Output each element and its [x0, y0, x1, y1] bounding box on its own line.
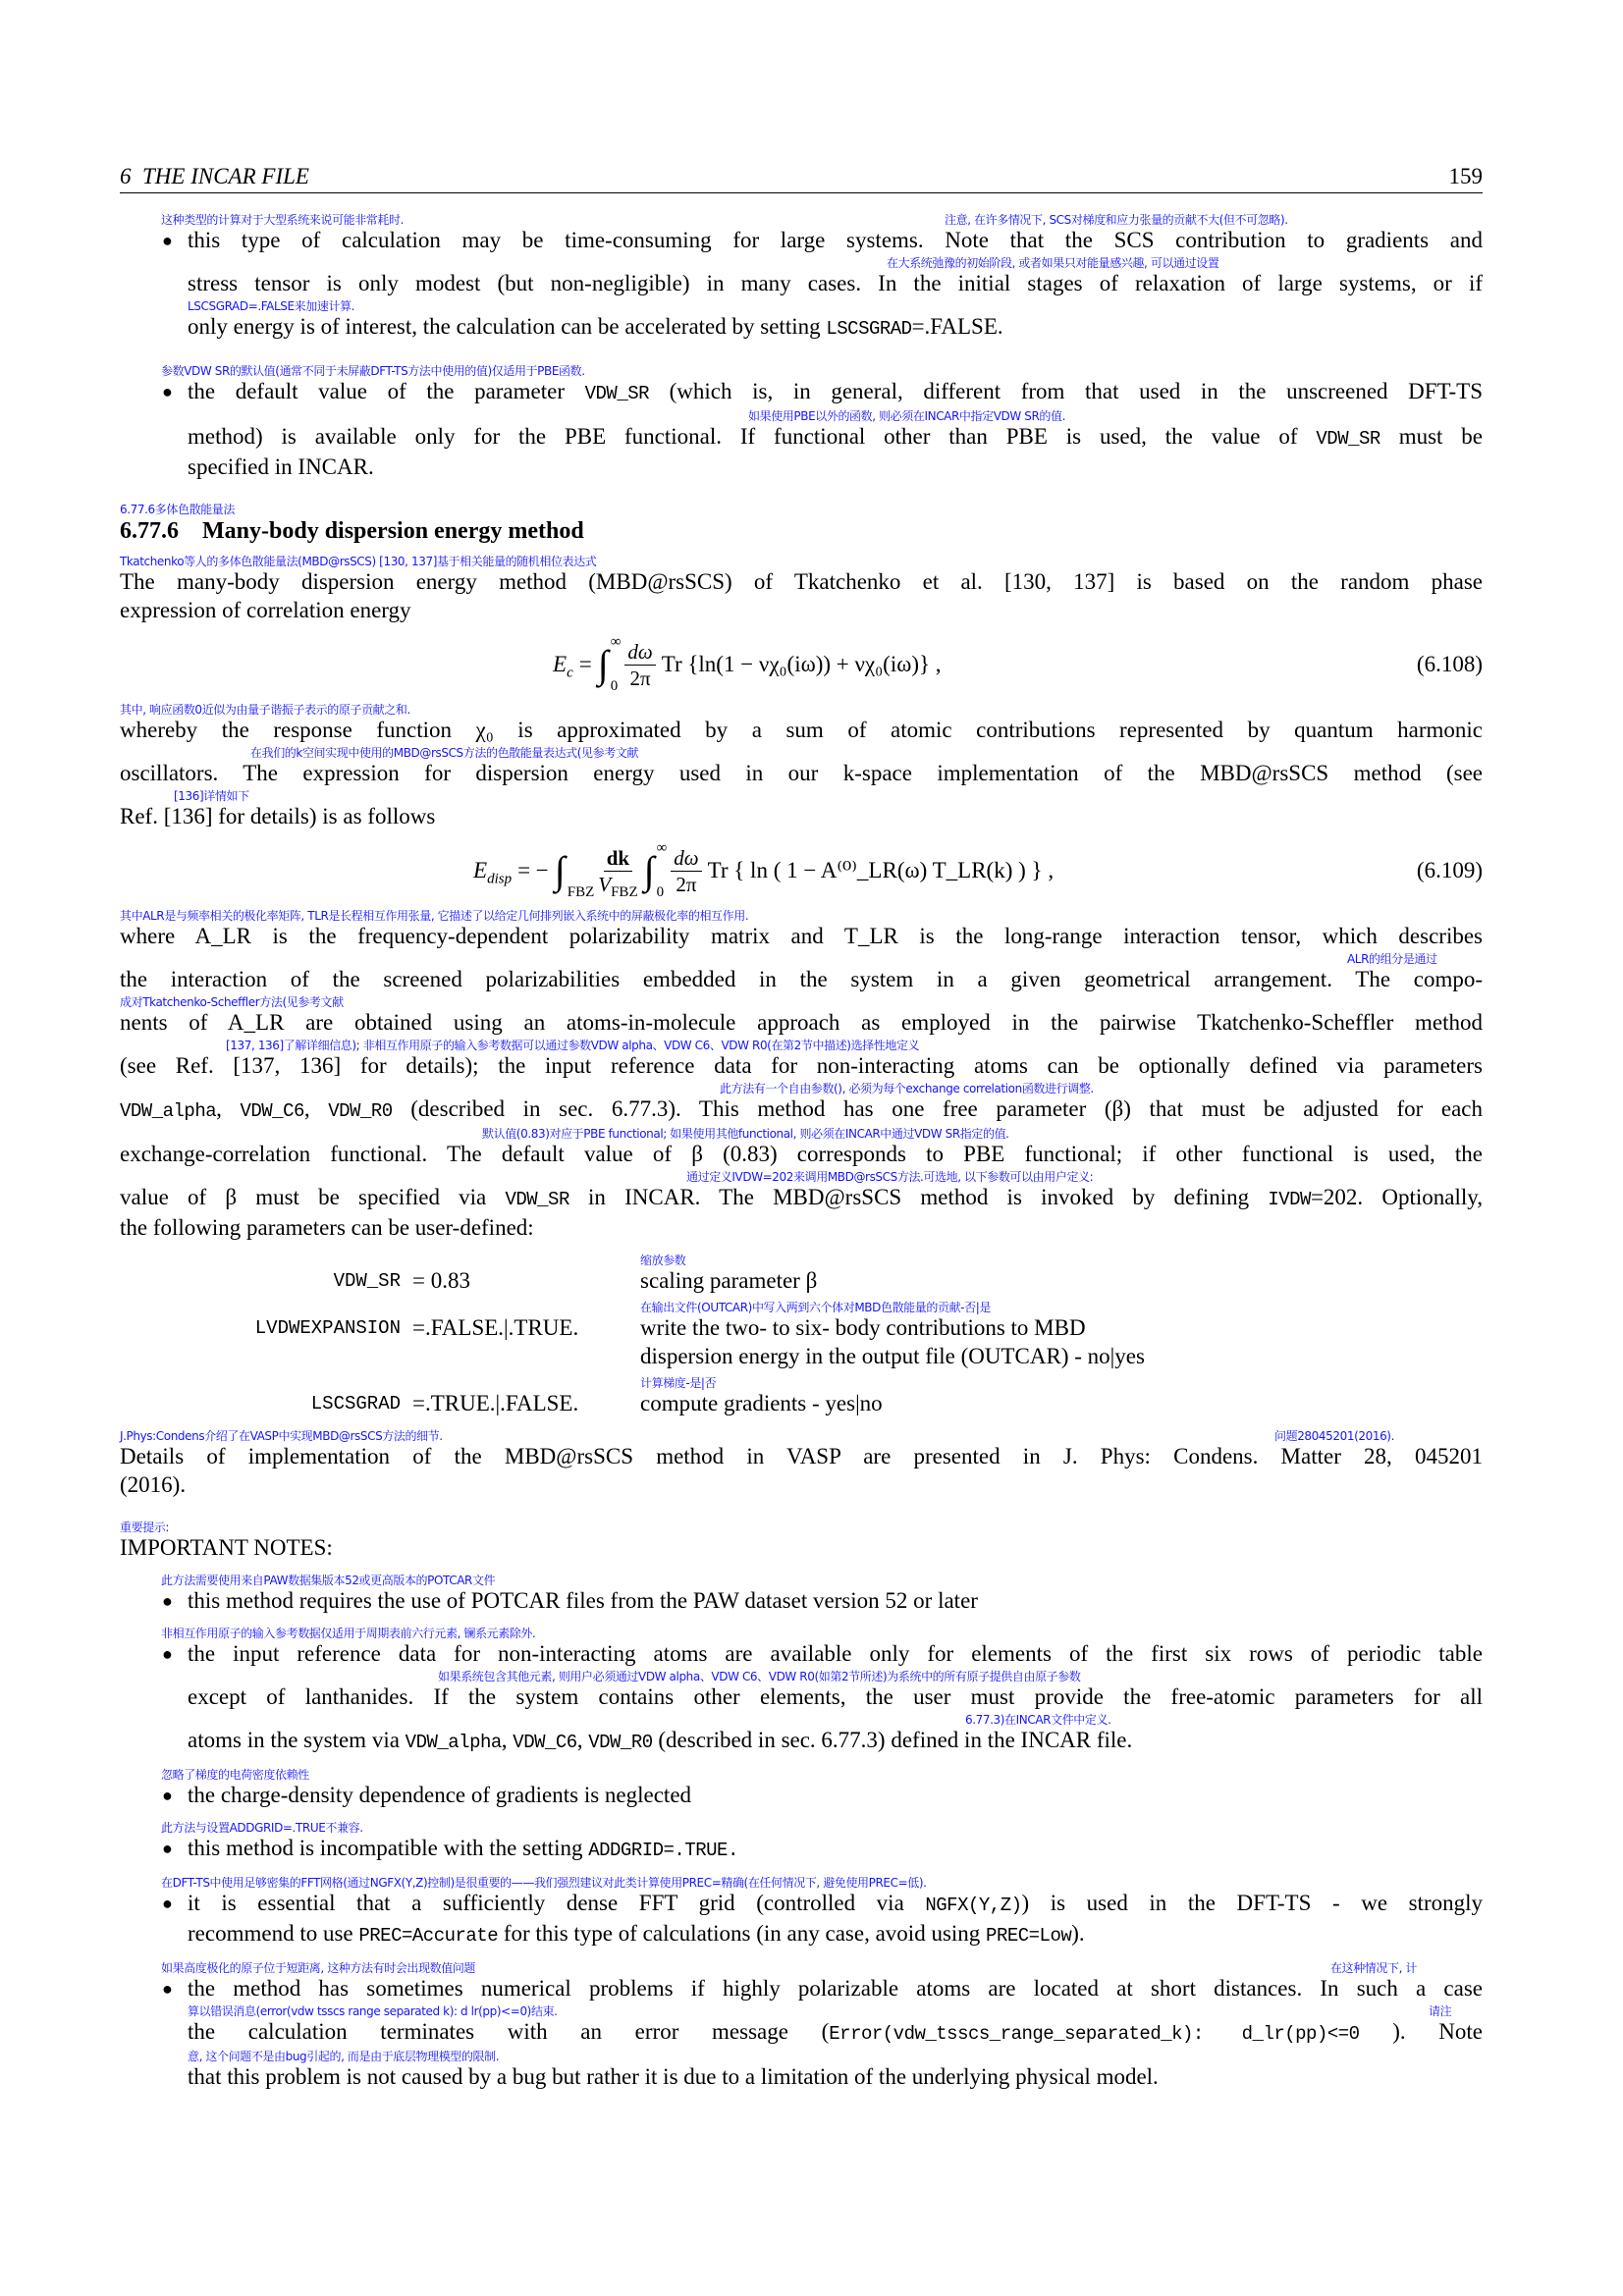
annotation: 忽略了梯度的电荷密度依赖性: [161, 1768, 309, 1782]
text-line: [162, 1976, 1483, 2002]
annotation-row: [120, 909, 1483, 924]
code: Error(vdw_tsscs_range_separated_k): d_lr(pp)<=0: [829, 2023, 1360, 2045]
param-desc: dispersion energy in the output file (OUTCAR) - no|yes: [640, 1344, 1145, 1368]
annotation-row: [120, 1039, 1483, 1053]
text: the calculation terminates with an error message (: [188, 2019, 830, 2044]
annotation-row: [161, 1961, 1483, 1976]
text-line: [120, 1185, 1483, 1212]
annotation-row: [120, 1127, 1483, 1142]
bullet-icon: ●: [162, 382, 173, 401]
annotation-row: [640, 1254, 1483, 1268]
section-title: Many-body dispersion energy method: [202, 518, 584, 544]
param-value: =.TRUE.|.FALSE.: [412, 1391, 579, 1415]
text: the method has sometimes numerical problems if highly polarizable atoms are located at short distances. In such a case: [188, 1976, 1483, 2001]
annotation: 成对Tkatchenko-Scheffler方法(见参考文献: [120, 995, 344, 1009]
numerator: dω: [671, 845, 701, 872]
text-line: [188, 1921, 1483, 1949]
annotation: 此方法有一个自由参数(), 必须为每个exchange correlation函数进行调整.: [720, 1082, 1094, 1095]
important-notes-heading: IMPORTANT NOTES:: [120, 1535, 333, 1560]
spacer: [120, 545, 1483, 555]
chapter-number: 6: [120, 164, 132, 188]
annotation: 请注: [1429, 2004, 1452, 2018]
annotation-row: [188, 2050, 1483, 2064]
text-line: the following parameters can be user-defined:: [120, 1215, 534, 1240]
annotation-row: [120, 1521, 1483, 1535]
param-desc: compute gradients - yes|no: [640, 1391, 883, 1415]
text-line: [162, 1641, 1483, 1667]
note-item: [120, 1821, 1483, 1863]
section-number: 6.77.6: [120, 518, 179, 544]
annotation: 注意, 在许多情况下, SCS对梯度和应力张量的贡献不大(但不可忽略).: [945, 213, 1288, 227]
denominator: [598, 872, 638, 900]
text: only energy is of interest, the calculation can be accelerated by setting: [188, 314, 827, 339]
text-line: [188, 1728, 1483, 1755]
text: ).: [1071, 1921, 1085, 1946]
text-line: oscillators. The expression for dispersion energy used in our k-space implementation of the MBD@rsSCS method (see: [120, 761, 1483, 785]
text-line: except of lanthanides. If the system contains other elements, the user must provide the free-atomic parameters for all: [188, 1684, 1483, 1709]
text-line: [162, 1783, 1483, 1808]
spacer: [120, 1811, 1483, 1821]
text: (described in sec. 6.77.3) defined in the INCAR file.: [652, 1728, 1133, 1752]
annotation-row: [120, 555, 1483, 569]
integral-limits: [568, 841, 595, 900]
code: VDW_alpha: [120, 1100, 217, 1122]
text-line: (2016).: [120, 1472, 187, 1497]
text: in INCAR. The MBD@rsSCS method is invoked by defining: [568, 1185, 1269, 1209]
annotation: 其中ALR是与频率相关的极化率矩阵, TLR是长程相互作用张量, 它描述了以给定几何排列嵌入系统中的屏蔽极化率的相互作用.: [120, 909, 749, 923]
text: this method is incompatible with the setting: [188, 1836, 589, 1860]
text-line: where A_LR is the frequency-dependent polarizability matrix and T_LR is the long-range interaction tensor, which describes: [120, 924, 1483, 948]
bullet-item: [120, 213, 1483, 342]
code: VDW_R0: [588, 1732, 653, 1753]
numerator: dω: [624, 639, 655, 666]
subscript: c: [567, 665, 573, 681]
equation-number: (6.109): [1416, 858, 1483, 882]
text: ,: [501, 1728, 514, 1752]
annotation-row: [120, 995, 1483, 1010]
text: ,: [303, 1096, 329, 1121]
spacer: [120, 193, 1483, 213]
code: VDW_R0: [328, 1100, 393, 1122]
annotation: 缩放参数: [640, 1254, 686, 1267]
annotation-row: [161, 364, 1483, 379]
integral: [555, 841, 594, 900]
symbol: E: [473, 858, 488, 882]
annotation: 参数VDW SR的默认值(通常不同于未屏蔽DFT-TS方法中使用的值)仅适用于PBE函数.: [161, 364, 585, 378]
annotation: 在DFT-TS中使用足够密集的FFT网格(通过NGFX(Y,Z)控制)是很重要的——我们强烈建议对此类计算使用PREC=精确(在任何情况下, 避免使用PREC=低).: [161, 1876, 927, 1890]
eq-equals: = −: [517, 858, 549, 882]
text: for this type of calculations (in any case, avoid using: [498, 1921, 987, 1946]
text: method) is available only for the PBE functional. If functional other than PBE is used, the value of: [188, 424, 1317, 449]
code: VDW_SR: [505, 1189, 569, 1210]
annotation: J.Phys:Condens介绍了在VASP中实现MBD@rsSCS方法的细节.: [120, 1429, 443, 1443]
text: must be: [1380, 424, 1483, 449]
annotation: ALR的组分是通过: [1347, 952, 1437, 966]
param-value: = 0.83: [412, 1268, 470, 1293]
symbol: V: [598, 872, 612, 896]
annotation: 在这种情况下, 计: [1330, 1961, 1418, 1975]
annotation-row: [120, 1429, 1483, 1444]
text-line: the interaction of the screened polarizabilities embedded in the system in a given geometrical arrangement. The compo-: [120, 967, 1483, 991]
equation-6-109: [120, 832, 1483, 909]
text-line: that this problem is not caused by a bug but rather it is due to a limitation of the underlying physical model.: [188, 2064, 1159, 2089]
annotation-row: [188, 409, 1483, 424]
text: it is essential that a sufficiently dense FFT grid (controlled via: [188, 1891, 926, 1915]
denominator: 2π: [629, 666, 651, 690]
text: the default value of the parameter: [188, 379, 585, 403]
code: VDW_alpha: [405, 1732, 502, 1753]
param-desc: scaling parameter β: [640, 1268, 818, 1293]
text: this method requires the use of POTCAR files from the PAW dataset version 52 or later: [188, 1588, 978, 1613]
annotation-row: [161, 1821, 1483, 1836]
param-desc-cell: [640, 1254, 1483, 1297]
annotation-row: [640, 1376, 1483, 1391]
text: =.FALSE.: [911, 314, 1003, 339]
text-line: whereby the response function χ₀ is approximated by a sum of atomic contributions represented by quantum harmonic: [120, 718, 1483, 742]
integral-sign: ∫: [597, 642, 609, 686]
annotation-row: [188, 2004, 1483, 2019]
text-line: exchange-correlation functional. The default value of β (0.83) corresponds to PBE functional; if other functional is used, the: [120, 1142, 1483, 1166]
annotation-row: [188, 1713, 1483, 1728]
spacer: [120, 345, 1483, 364]
text-line: Details of implementation of the MBD@rsSCS method in VASP are presented in J. Phys: Condens. Matter 28, 045201: [120, 1444, 1483, 1468]
section-heading: [120, 517, 1483, 545]
integral-sign: ∫: [643, 848, 655, 892]
upper-limit: ∞: [610, 634, 622, 650]
spacer: [120, 1866, 1483, 1876]
bullet-icon: ●: [162, 1839, 173, 1858]
equation-6-108: [120, 626, 1483, 703]
annotation: 这种类型的计算对于大型系统来说可能非常耗时.: [161, 213, 405, 227]
subscript: disp: [487, 871, 513, 887]
text-line: [188, 2019, 1483, 2047]
annotation-row: [161, 213, 1483, 228]
text-line: [162, 1891, 1483, 1918]
text: ) is used in the DFT-TS - we strongly: [1021, 1891, 1483, 1915]
annotation: 默认值(0.83)对应于PBE functional; 如果使用其他functional, 则必须在INCAR中通过VDW SR指定的值.: [482, 1127, 1009, 1141]
annotation-row: [120, 503, 1483, 517]
eq-body: Tr {ln(1 − νχ₀(iω)) + νχ₀(iω)} ,: [661, 652, 942, 676]
code: PREC=Accurate: [358, 1925, 499, 1947]
code: PREC=Low: [986, 1925, 1072, 1947]
text-line: [120, 1096, 1483, 1124]
text: =202. Optionally,: [1310, 1185, 1483, 1209]
annotation-row: [188, 1670, 1483, 1684]
code-lscsgrad: LSCSGRAD: [826, 318, 912, 340]
lower-limit: FBZ: [567, 884, 595, 900]
annotation: 6.77.6多体色散能量法: [120, 503, 235, 516]
annotation: 通过定义IVDW=202来调用MBD@rsSCS方法.可选地, 以下参数可以由用户定义:: [686, 1170, 1094, 1184]
param-name: LSCSGRAD: [310, 1393, 401, 1415]
annotation-row: [120, 746, 1483, 761]
text: ,: [216, 1096, 241, 1121]
spacer: [120, 1244, 1483, 1254]
code: ADDGRID=.TRUE.: [588, 1840, 738, 1861]
text: atoms in the system via: [188, 1728, 406, 1752]
note-item: [120, 1961, 1483, 2090]
param-name: VDW_SR: [333, 1270, 401, 1292]
annotation-row: [188, 299, 1483, 314]
text: recommend to use: [188, 1921, 359, 1946]
lower-limit: 0: [656, 884, 665, 900]
annotation: [137, 136]了解详细信息); 非相互作用原子的输入参考数据可以通过参数VDW alpha、VDW C6、VDW R0(在第2节中描述)选择性地定义: [226, 1039, 920, 1052]
annotation: 非相互作用原子的输入参考数据仅适用于周期表前六行元素, 镧系元素除外.: [161, 1627, 536, 1640]
annotation-row: [640, 1301, 1483, 1315]
text: (which is, in general, different from that used in the unscreened DFT-TS: [649, 379, 1483, 403]
text-line: [162, 379, 1483, 406]
subscript: FBZ: [611, 883, 638, 900]
running-header: [120, 163, 1483, 193]
text-line: (see Ref. [137, 136] for details); the input reference data for non-interacting atoms can be optionally defined via parameters: [120, 1053, 1483, 1078]
spacer: [120, 1564, 1483, 1574]
integral-limits: [611, 635, 622, 694]
annotation: 在大系统弛豫的初始阶段, 或者如果只对能量感兴趣, 可以通过设置: [887, 256, 1219, 270]
eq-body: Tr { ln ( 1 − A⁽⁰⁾_LR(ω) T_LR(k) ) } ,: [707, 858, 1055, 882]
bullet-icon: ●: [162, 1979, 173, 1999]
text: ,: [576, 1728, 589, 1752]
annotation: 6.77.3)在INCAR文件中定义.: [965, 1713, 1111, 1727]
fraction: [671, 845, 701, 897]
annotation: 在我们的k空间实现中使用的MBD@rsSCS方法的色散能量表达式(见参考文献: [250, 746, 639, 760]
annotation: 此方法与设置ADDGRID=.TRUE不兼容.: [161, 1821, 363, 1835]
annotation: Tkatchenko等人的多体色散能量法(MBD@rsSCS) [130, 137]基于相关能量的随机相位表达式: [120, 555, 597, 568]
integral-limits: [657, 841, 668, 900]
annotation: 此方法需要使用来自PAW数据集版本52或更高版本的POTCAR文件: [161, 1574, 496, 1587]
annotation-row: [120, 789, 1483, 804]
text: this type of calculation may be time-consuming for large systems. Note that the SCS contribution to gradients and: [188, 228, 1483, 252]
annotation: 计算梯度-是|否: [640, 1376, 717, 1390]
eq-lhs: [473, 858, 513, 887]
param-value: =.FALSE.|.TRUE.: [412, 1315, 579, 1340]
annotation: 意, 这个问题不是由bug引起的, 而是由于底层物理模型的限制.: [188, 2050, 500, 2063]
text-line: [188, 314, 1483, 342]
annotation-row: [161, 1876, 1483, 1891]
text-line: [162, 1588, 1483, 1614]
text-line: specified in INCAR.: [188, 454, 374, 479]
param-desc-cell: [640, 1301, 1483, 1372]
annotation-row: [120, 952, 1483, 967]
spacer: [120, 483, 1483, 503]
note-item: [120, 1768, 1483, 1808]
annotation-row: [161, 1768, 1483, 1783]
text-line: nents of A_LR are obtained using an atoms-in-molecule approach as employed in the pairwise Tkatchenko-Scheffler method: [120, 1010, 1483, 1035]
text: (described in sec. 6.77.3). This method has one free parameter (β) that must be adjusted for each: [392, 1096, 1483, 1121]
annotation: [136]详情如下: [174, 789, 249, 803]
note-item: [120, 1627, 1483, 1755]
spacer: [120, 1758, 1483, 1768]
bullet-icon: ●: [162, 1786, 173, 1805]
annotation-row: [120, 1082, 1483, 1096]
equation-number: (6.108): [1416, 652, 1483, 676]
annotation-row: [161, 1574, 1483, 1588]
annotation-row: [188, 256, 1483, 271]
note-item: [120, 1876, 1483, 1949]
annotation: LSCSGRAD=.FALSE来加速计算.: [188, 299, 355, 313]
text-line: [162, 228, 1483, 253]
annotation: 重要提示:: [120, 1521, 170, 1534]
text: ). Note: [1359, 2019, 1483, 2044]
fraction: [598, 845, 638, 900]
spacer: [120, 1501, 1483, 1521]
bullet-item: [120, 364, 1483, 480]
annotation: 其中, 响应函数0近似为由量子谐振子表示的原子贡献之和.: [120, 703, 410, 717]
symbol: E: [553, 652, 568, 676]
eq-lhs: [553, 652, 573, 681]
annotation: 如果使用PBE以外的函数, 则必须在INCAR中指定VDW SR的值.: [748, 409, 1066, 423]
text: the input reference data for non-interacting atoms are available only for elements of the first six rows of periodic table: [188, 1641, 1483, 1666]
annotation: 如果高度极化的原子位于短距离, 这种方法有时会出现数值问题: [161, 1961, 476, 1975]
integral: [644, 841, 668, 900]
lower-limit: 0: [610, 678, 619, 694]
param-name: LVDWEXPANSION: [254, 1317, 401, 1339]
spacer: [120, 1617, 1483, 1627]
param-desc: write the two- to six- body contributions to MBD: [640, 1315, 1086, 1340]
annotation-row: [120, 703, 1483, 718]
code-vdw-sr: VDW_SR: [1316, 428, 1380, 450]
text-line: [188, 424, 1483, 452]
code: NGFX(Y,Z): [925, 1895, 1022, 1916]
upper-limit: [568, 841, 595, 856]
param-desc-cell: [640, 1376, 1483, 1419]
parameter-table: [120, 1254, 1483, 1419]
code: VDW_C6: [513, 1732, 577, 1753]
annotation: 算以错误消息(error(vdw tsscs range separated k): d lr(pp)<=0)结束.: [188, 2004, 558, 2018]
text-line: [162, 1836, 1483, 1863]
page-number: 159: [1448, 164, 1483, 188]
text-line: expression of correlation energy: [120, 598, 411, 622]
note-item: [120, 1574, 1483, 1614]
text-line: stress tensor is only modest (but non-negligible) in many cases. In the initial stages of relaxation of large systems, or if: [188, 271, 1483, 295]
annotation-row: [120, 1170, 1483, 1185]
denominator: 2π: [676, 872, 697, 896]
annotation: 在输出文件(OUTCAR)中写入两到六个体对MBD色散能量的贡献-否|是: [640, 1301, 991, 1314]
integral: [598, 635, 622, 694]
text: value of β must be specified via: [120, 1185, 506, 1209]
code: IVDW: [1268, 1189, 1311, 1210]
code: VDW_C6: [240, 1100, 304, 1122]
bullet-icon: ●: [162, 1894, 173, 1913]
numerator: dk: [604, 845, 632, 872]
bullet-icon: ●: [162, 1644, 173, 1664]
chapter-title: THE INCAR FILE: [142, 164, 309, 188]
text-line: The many-body dispersion energy method (MBD@rsSCS) of Tkatchenko et al. [130, 137] is based on the random phase: [120, 569, 1483, 594]
text: the charge-density dependence of gradients is neglected: [188, 1783, 692, 1807]
integral-sign: ∫: [554, 848, 566, 892]
document-page: [120, 163, 1483, 2093]
eq-equals: =: [578, 652, 592, 676]
fraction: [624, 639, 655, 691]
bullet-icon: ●: [162, 231, 173, 250]
annotation: 如果系统包含其他元素, 则用户必须通过VDW alpha、VDW C6、VDW R0(如第2节所述)为系统中的所有原子提供自由原子参数: [438, 1670, 1081, 1683]
text-line: Ref. [136] for details) is as follows: [120, 804, 436, 828]
annotation-row: [161, 1627, 1483, 1641]
chapter-heading: [120, 163, 309, 190]
bullet-icon: ●: [162, 1591, 173, 1611]
annotation: 问题28045201(2016).: [1274, 1429, 1394, 1443]
spacer: [120, 1419, 1483, 1429]
spacer: [120, 1951, 1483, 1961]
upper-limit: ∞: [656, 840, 668, 856]
code-vdw-sr: VDW_SR: [584, 383, 650, 404]
